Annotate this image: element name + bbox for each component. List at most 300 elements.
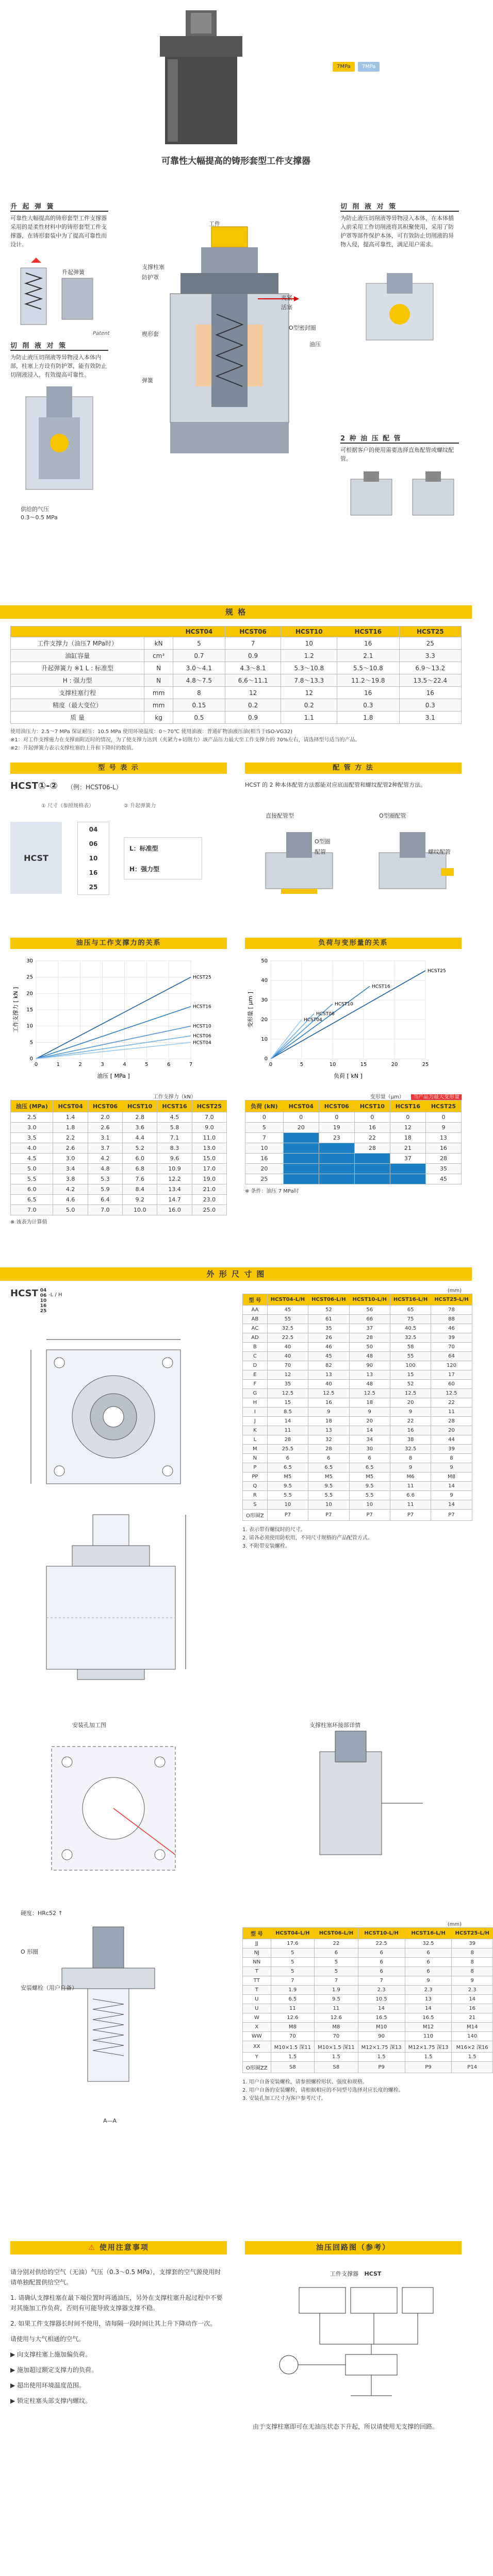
- press-cell: 1.8: [53, 1123, 88, 1133]
- dims-cell: 15: [267, 1398, 308, 1408]
- dims-cell: P7: [308, 1510, 349, 1521]
- dims-cell: 37: [349, 1324, 390, 1333]
- y-tick-label: 30: [26, 958, 33, 964]
- model-size-list: [77, 822, 109, 895]
- press-cell: 5.2: [123, 1143, 157, 1154]
- spec-cell: 4.3～8.1: [225, 662, 281, 674]
- press-cell: 10.9: [157, 1164, 192, 1174]
- dims-cell: D: [243, 1361, 268, 1370]
- dims2-cell: 5: [315, 1958, 358, 1967]
- press-cell: 9.2: [123, 1195, 157, 1205]
- press-cell: 2.5: [11, 1112, 53, 1123]
- dims-cell: 25.5: [267, 1445, 308, 1454]
- dims-note: 2. 请各必须使用防松用，不同尺寸规格的产品配管方式。: [242, 1535, 373, 1541]
- plot-area: [271, 961, 425, 1059]
- load-cell: [283, 1133, 319, 1143]
- dims-size-item: 04: [40, 1288, 47, 1293]
- dims2-cell: 5: [271, 1948, 315, 1958]
- press-cell: 8.3: [157, 1143, 192, 1154]
- press-cell: 4.5: [11, 1154, 53, 1164]
- dims-cell: 64: [431, 1352, 472, 1361]
- press-row: [11, 1184, 227, 1195]
- dims-cell: 90: [349, 1361, 390, 1370]
- dims-cell: C: [243, 1352, 268, 1361]
- caution-item: 请分别对供给的空气（无油）气压（0.3～0.5 MPa），支撑套的空气源使用时请单独配置供给空气。: [10, 2268, 221, 2286]
- dims-cell: 11: [390, 1500, 431, 1510]
- model-example: （例：HCST06-L）: [67, 784, 122, 791]
- dims-row: [243, 1380, 472, 1389]
- press-cell: 7.1: [157, 1133, 192, 1143]
- press-table: [10, 1100, 227, 1215]
- feature-left-title: 升 起 弹 簧: [10, 201, 108, 212]
- spec-header-cell: HCST04: [173, 626, 225, 637]
- press-cell: 7.0: [88, 1205, 122, 1215]
- load-row: [245, 1123, 462, 1133]
- supply-air-label: 供给的气压: [21, 506, 49, 513]
- spec-cell: kg: [144, 711, 173, 724]
- dims-cell: 61: [308, 1315, 349, 1324]
- press-cell: 17.0: [192, 1164, 226, 1174]
- dims2-cell: 9: [405, 1976, 452, 1986]
- spec-cell: 0.9: [225, 650, 281, 662]
- dims-row: [243, 1333, 472, 1343]
- feature-left2-text: 为防止液压切削液等异物浸入本体内部，柱塞上方设有防护罩，能有效防止切削液浸入，有效提高可靠性。: [10, 354, 107, 378]
- dims-cell: 32: [308, 1435, 349, 1445]
- circuit-caption: 由于支撑柱塞即可在无油压状态下升起，所以请使用无支撑的回路。: [253, 2423, 439, 2430]
- dims-cell: 52: [390, 1380, 431, 1389]
- series-label: HCST25: [428, 969, 446, 974]
- dims2-cell: 16.5: [405, 2013, 452, 2023]
- dims2-header-cell: HCST16-L/H: [405, 1928, 452, 1939]
- circuit-title: 油压回路图（参考）: [316, 2244, 390, 2252]
- specs-title: 规 格: [225, 607, 247, 617]
- label-cross: 支撑柱塞环接部详情: [309, 1722, 360, 1728]
- spec-note: ※1：对工作支撑施力在支撑面附近时的情况，为了使支撑力达到（夹紧力+切削力）该产品压力最大至工作支撑力的 70%左右，请选择型号适当的产品。: [10, 737, 360, 743]
- dims2-note: 1. 用户自备安装螺栓，请参照螺栓形状、强度和规格。: [242, 2079, 368, 2085]
- dims-size-item: 06: [40, 1293, 47, 1298]
- dims-cell: F: [243, 1380, 268, 1389]
- piping-header: [245, 762, 462, 774]
- load-cell: 10: [245, 1143, 284, 1154]
- press-cell: 8.4: [123, 1184, 157, 1195]
- mount-text: 可根据客户的使用需要选择直角配管或螺纹配管。: [340, 447, 454, 462]
- dims-title: 外 形 尺 寸 图: [206, 1269, 266, 1279]
- y-tick-label: 25: [26, 974, 33, 980]
- badge-7mpa-1: 7MPa: [333, 62, 355, 72]
- model-spring-item: L：标准型: [129, 844, 158, 852]
- dims-cell: 5.5: [349, 1491, 390, 1500]
- spec-row: [11, 650, 462, 662]
- dims2-cell: P9: [405, 2062, 452, 2073]
- press-cell: 14.7: [157, 1195, 192, 1205]
- dims2-cell: 5: [315, 1967, 358, 1976]
- dims-cell: 5.5: [267, 1491, 308, 1500]
- press-header-cell: HCST10: [123, 1100, 157, 1112]
- cross-section-diagram: [139, 222, 315, 469]
- press-cell: 3.5: [11, 1133, 53, 1143]
- bolt-section-diagram: [31, 1917, 196, 2112]
- press-cell: 5.0: [53, 1205, 88, 1215]
- dims2-cell: 1.9: [271, 1986, 315, 1995]
- load-cell: [283, 1174, 319, 1184]
- model-header: [10, 762, 227, 774]
- dims2-cell: M14: [452, 2023, 492, 2032]
- spec-cell: 16: [337, 687, 399, 699]
- dims-cell: 8: [431, 1454, 472, 1463]
- series-label: HCST10: [193, 1024, 211, 1029]
- dims2-cell: 13: [405, 1995, 452, 2004]
- x-tick-label: 3: [101, 1062, 104, 1067]
- dims2-cell: 12.6: [271, 2013, 315, 2023]
- load-cell: 0: [390, 1112, 425, 1123]
- callout-fluid-port: 油压: [309, 341, 321, 348]
- dims-cell: P7: [390, 1510, 431, 1521]
- mount-illustration: [340, 469, 464, 526]
- features: [0, 185, 472, 546]
- dims-cell: 40.5: [390, 1324, 431, 1333]
- dims-cell: 88: [431, 1315, 472, 1324]
- load-row: [245, 1174, 462, 1184]
- x-tick-label: 7: [189, 1062, 193, 1067]
- spec-cell: 0.3: [337, 699, 399, 711]
- spec-row: [11, 699, 462, 711]
- dims-cell: N: [243, 1454, 268, 1463]
- load-cell: [319, 1154, 354, 1164]
- spec-header-cell: HCST25: [399, 626, 461, 637]
- dims-cell: 9: [431, 1463, 472, 1472]
- dims-cell: 34: [349, 1435, 390, 1445]
- caution-item: ▶ 向支撑柱塞上施加偏负荷。: [10, 2351, 92, 2358]
- dims2-row: [243, 1958, 493, 1967]
- dims2-cell: 11: [315, 2004, 358, 2013]
- dims-cell: 6: [267, 1454, 308, 1463]
- hero: [0, 0, 472, 165]
- dims-cell: 50: [349, 1343, 390, 1352]
- load-row: [245, 1112, 462, 1123]
- dims2-cell: X: [243, 2023, 271, 2032]
- dims2-cell: M12: [405, 2023, 452, 2032]
- caution-item: ▶ 超出使用环境温度范围。: [10, 2382, 86, 2389]
- dims-cell: 13: [349, 1370, 390, 1380]
- press-cell: 5.9: [88, 1184, 122, 1195]
- press-cell: 3.6: [123, 1123, 157, 1133]
- dims-cell: 22: [431, 1398, 472, 1408]
- spec-cell: 1.1: [281, 711, 337, 724]
- dims2-row: [243, 1948, 493, 1958]
- model-spring-label: ② 升起弹簧力: [124, 803, 156, 809]
- dims-cell: 16: [308, 1398, 349, 1408]
- model-title: 型 号 表 示: [98, 764, 139, 772]
- press-row: [11, 1154, 227, 1164]
- dims2-header-cell: HCST04-L/H: [271, 1928, 315, 1939]
- dims2-note: 3. 安装孔加工尺寸为客户参考尺寸。: [242, 2096, 326, 2102]
- dims2-cell: 16.5: [358, 2013, 405, 2023]
- dims2-cell: 14: [405, 2004, 452, 2013]
- callout-spring: 弹簧: [142, 377, 153, 384]
- spec-header-cell: HCST10: [281, 626, 337, 637]
- dims2-cell: 8: [452, 1958, 492, 1967]
- dims-cell: 39: [431, 1333, 472, 1343]
- press-cell: 3.0: [53, 1154, 88, 1164]
- press-cell: 6.0: [11, 1184, 53, 1195]
- model-spring-list: [124, 837, 202, 879]
- dims2-cell: 70: [315, 2032, 358, 2041]
- dims-cell: 120: [431, 1361, 472, 1370]
- spec-row: [11, 662, 462, 674]
- dims-table-wrap: [242, 1288, 469, 1551]
- spec-cell: 3.1: [399, 711, 461, 724]
- piping-text: HCST 的 2 种本体配管方法都能对应底面配管和螺纹配管2种配管方法。: [245, 782, 426, 788]
- dims-cell: 9: [308, 1408, 349, 1417]
- dims2-cell: T: [243, 1967, 271, 1976]
- dims-cell: M5: [308, 1472, 349, 1482]
- press-cell: 7.0: [11, 1205, 53, 1215]
- dims-row: [243, 1352, 472, 1361]
- dims-cell: 12.5: [308, 1389, 349, 1398]
- dims2-cell: 5: [271, 1967, 315, 1976]
- dims-cell: 70: [267, 1361, 308, 1370]
- caution-item: ▶ 施加超过额定支撑力的负荷。: [10, 2366, 98, 2374]
- dims-cell: B: [243, 1343, 268, 1352]
- callout-plunger: 支撑柱塞: [142, 264, 165, 270]
- press-table-note: ※ 该表为计算值: [10, 1219, 47, 1225]
- dims-header-cell: HCST10-L/H: [349, 1294, 390, 1306]
- press-cell: 13.4: [157, 1184, 192, 1195]
- press-cell: 23.0: [192, 1195, 226, 1205]
- dims2-cell: 9.5: [315, 1995, 358, 2004]
- press-cell: 16.0: [157, 1205, 192, 1215]
- spec-cell: 12: [225, 687, 281, 699]
- dims-cell: 66: [349, 1315, 390, 1324]
- spec-row: [11, 687, 462, 699]
- caution-item: 请使用与大气相通的空气。: [10, 2335, 85, 2343]
- spec-cell: 0.15: [173, 699, 225, 711]
- dims-header-cell: 型 号: [243, 1294, 268, 1306]
- load-cell: 0: [283, 1112, 319, 1123]
- load-cell: 12: [390, 1123, 425, 1133]
- load-cell: 35: [425, 1164, 461, 1174]
- dims-cell: 10: [308, 1500, 349, 1510]
- dims2-cell: M10×1.5 深11: [271, 2041, 315, 2053]
- load-cell: 20: [245, 1164, 284, 1174]
- hydraulic-circuit-diagram: [258, 2277, 454, 2411]
- hero-title: 可靠性大幅提高的铸形套型工件支撑器: [161, 156, 310, 166]
- callout-wedge: 楔形套: [142, 331, 159, 337]
- product-photo: [155, 10, 248, 144]
- dims-cell: L: [243, 1435, 268, 1445]
- press-cell: 2.0: [88, 1112, 122, 1123]
- dims2-note: 2. 用户自备的安装螺栓，请根据相应的不同型号选择对应长度的螺栓。: [242, 2088, 404, 2093]
- model-size-item: 04: [89, 826, 98, 833]
- mount-title: 2 种 油 压 配 管: [340, 433, 459, 444]
- press-row: [11, 1112, 227, 1123]
- dims2-cell: 8: [452, 1948, 492, 1958]
- dims-cell: 78: [431, 1306, 472, 1315]
- dims-cell: 12: [267, 1370, 308, 1380]
- dims-row: [243, 1361, 472, 1370]
- specs-table: [10, 626, 462, 724]
- load-cell: [319, 1164, 354, 1174]
- press-cell: 9.6: [157, 1154, 192, 1164]
- dims-cell: M6: [390, 1472, 431, 1482]
- spec-cell: 7.8～13.3: [281, 674, 337, 687]
- load-cell: 0: [425, 1112, 461, 1123]
- caution-item: 2. 如果工件支撑器长时间不使用，请每隔一段时间让其上升下降动作一次。: [10, 2320, 217, 2327]
- dims2-cell: M12×1.75 深13: [405, 2041, 452, 2053]
- dims-row: [243, 1389, 472, 1398]
- spec-cell: 质 量: [11, 711, 144, 724]
- spec-cell: 4.8～7.5: [173, 674, 225, 687]
- dims-cell: 28: [349, 1333, 390, 1343]
- spec-cell: 13.5～22.4: [399, 674, 461, 687]
- dims2-cell: M8: [271, 2023, 315, 2032]
- coolant-cover-illustration: [351, 268, 449, 345]
- load-cell: [283, 1154, 319, 1164]
- spec-cell: 1.8: [337, 711, 399, 724]
- dims-cell: 15: [390, 1370, 431, 1380]
- callout-o-ring: O型密封圈: [289, 325, 316, 331]
- dims2-cell: M16×2 深16: [452, 2041, 492, 2053]
- press-cell: 21.0: [192, 1184, 226, 1195]
- dims-cell: 12.5: [349, 1389, 390, 1398]
- callout-protect: 防护罩: [142, 274, 159, 281]
- dims2-cell: 14: [452, 1995, 492, 2004]
- press-header-cell: HCST04: [53, 1100, 88, 1112]
- piping-diagram-1: [255, 822, 343, 899]
- dims2-cell: NJ: [243, 1948, 271, 1958]
- label-section: A—A: [103, 2117, 117, 2124]
- dims2-cell: 1.5: [452, 2053, 492, 2062]
- dims-cell: 55: [390, 1352, 431, 1361]
- load-cell: [390, 1174, 425, 1184]
- press-row: [11, 1133, 227, 1143]
- dims-cell: 35: [308, 1324, 349, 1333]
- dims-row: [243, 1343, 472, 1352]
- dims-cell: AC: [243, 1324, 268, 1333]
- dims2-unit: (mm): [447, 1922, 462, 1927]
- spec-cell: 10: [281, 637, 337, 650]
- x-axis-label: 负荷 [ kN ]: [334, 1073, 363, 1079]
- dims2-cell: 7: [271, 1976, 315, 1986]
- dims2-cell: 39: [452, 1939, 492, 1948]
- spec-cell: N: [144, 674, 173, 687]
- dims-cell: 6: [349, 1454, 390, 1463]
- dims-cell: 12.5: [267, 1389, 308, 1398]
- dims-row: [243, 1435, 472, 1445]
- dims-cell: 12.5: [390, 1389, 431, 1398]
- callout-spring-side: 升起弹簧: [62, 269, 85, 276]
- spec-header-cell: [11, 626, 144, 637]
- dims-row: [243, 1426, 472, 1435]
- spec-cell: 0.7: [173, 650, 225, 662]
- dims-cell: 32.5: [267, 1324, 308, 1333]
- load-cell: 5: [245, 1123, 284, 1133]
- press-cell: 4.8: [88, 1164, 122, 1174]
- dims2-cell: 22: [315, 1939, 358, 1948]
- y-tick-label: 20: [261, 1017, 268, 1023]
- dims-cell: 9: [390, 1408, 431, 1417]
- dims2-row: [243, 1986, 493, 1995]
- plunger-detail-diagram: [289, 1731, 454, 1860]
- chart2-header: [245, 938, 462, 949]
- dims2-cell: 1.5: [358, 2053, 405, 2062]
- dims-cell: 55: [267, 1315, 308, 1324]
- dims2-header-cell: HCST06-L/H: [315, 1928, 358, 1939]
- dims-cell: 58: [390, 1343, 431, 1352]
- press-cell: 2.2: [53, 1133, 88, 1143]
- dims-cell: 20: [390, 1398, 431, 1408]
- feature-left-text: 可靠性大幅提高的铸形套型工件支撑器采用的是柔性材料中的铸形套型工件支撑器，在铸形套装中为了提高可靠性而设计。: [10, 215, 107, 248]
- dims-cell: 8.5: [267, 1408, 308, 1417]
- spec-cell: cm³: [144, 650, 173, 662]
- dims-size-item: 10: [40, 1298, 47, 1303]
- dims-cell: 9.5: [349, 1482, 390, 1491]
- dims-code: HCST: [10, 1288, 38, 1299]
- press-cell: 15.0: [192, 1154, 226, 1164]
- dims-cell: G: [243, 1389, 268, 1398]
- spec-header-cell: HCST06: [225, 626, 281, 637]
- press-cell: 4.4: [123, 1133, 157, 1143]
- spec-cell: 油缸容量: [11, 650, 144, 662]
- dims-cell: 13: [308, 1370, 349, 1380]
- press-table-unit: 工作支撑力（kN）: [153, 1094, 196, 1100]
- model-size-item: 10: [89, 855, 98, 862]
- callout-lock: 夹紧: [281, 295, 292, 301]
- load-cell: [319, 1143, 354, 1154]
- spec-cell: 3.3: [399, 650, 461, 662]
- load-table-wrap: [245, 1092, 462, 1194]
- model-code: HCST: [10, 781, 38, 791]
- dims-header-cell: HCST04-L/H: [267, 1294, 308, 1306]
- dims2-row: [243, 2041, 493, 2053]
- y-tick-label: 50: [261, 958, 268, 964]
- circuit-header: [245, 2241, 462, 2255]
- dims-suffix: -L / H: [48, 1292, 62, 1298]
- spec-cell: 工件支撑力（油压7 MPa时）: [11, 637, 144, 650]
- callout-work: 工件: [209, 221, 220, 227]
- press-cell: 25.0: [192, 1205, 226, 1215]
- series-label: HCST04: [304, 1018, 322, 1023]
- series-label: HCST16: [372, 984, 390, 990]
- dims2-cell: 9: [452, 1976, 492, 1986]
- dims-cell: M8: [431, 1472, 472, 1482]
- piping-opt2-note: 螺纹配管: [428, 849, 451, 855]
- dims2-row: [243, 1967, 493, 1976]
- dims2-notes: [242, 2078, 462, 2103]
- dims-cell: 9: [349, 1408, 390, 1417]
- dims-cell: 9: [431, 1491, 472, 1500]
- load-cell: 16: [354, 1123, 390, 1133]
- spec-cell: 8: [173, 687, 225, 699]
- dims-cell: 100: [390, 1361, 431, 1370]
- dims-cell: 12.5: [431, 1389, 472, 1398]
- cautions-list: [10, 2267, 227, 2411]
- series-label: HCST06: [316, 1011, 335, 1017]
- dims2-row: [243, 2004, 493, 2013]
- dims-row: [243, 1472, 472, 1482]
- caution-item: 1. 请确认支撑柱塞在最下端位置时再通油压，另外在支撑柱塞升起过程中不要对其施加工作负荷，否则有可能导致支撑器支撑不稳。: [10, 2294, 223, 2312]
- warning-icon: ⚠: [88, 2244, 96, 2252]
- dims-cell: 40: [267, 1352, 308, 1361]
- dims-cell: 6.6: [390, 1491, 431, 1500]
- series-label: HCST25: [193, 975, 211, 980]
- dims-cell: 18: [349, 1398, 390, 1408]
- label-bolt: 安装螺栓（用户自备）: [21, 1985, 77, 1991]
- piping-opt2-label: O型圈配管: [379, 812, 406, 819]
- dims-cell: 28: [308, 1445, 349, 1454]
- dims-row: [243, 1417, 472, 1426]
- piping-title: 配 管 方 法: [333, 764, 374, 772]
